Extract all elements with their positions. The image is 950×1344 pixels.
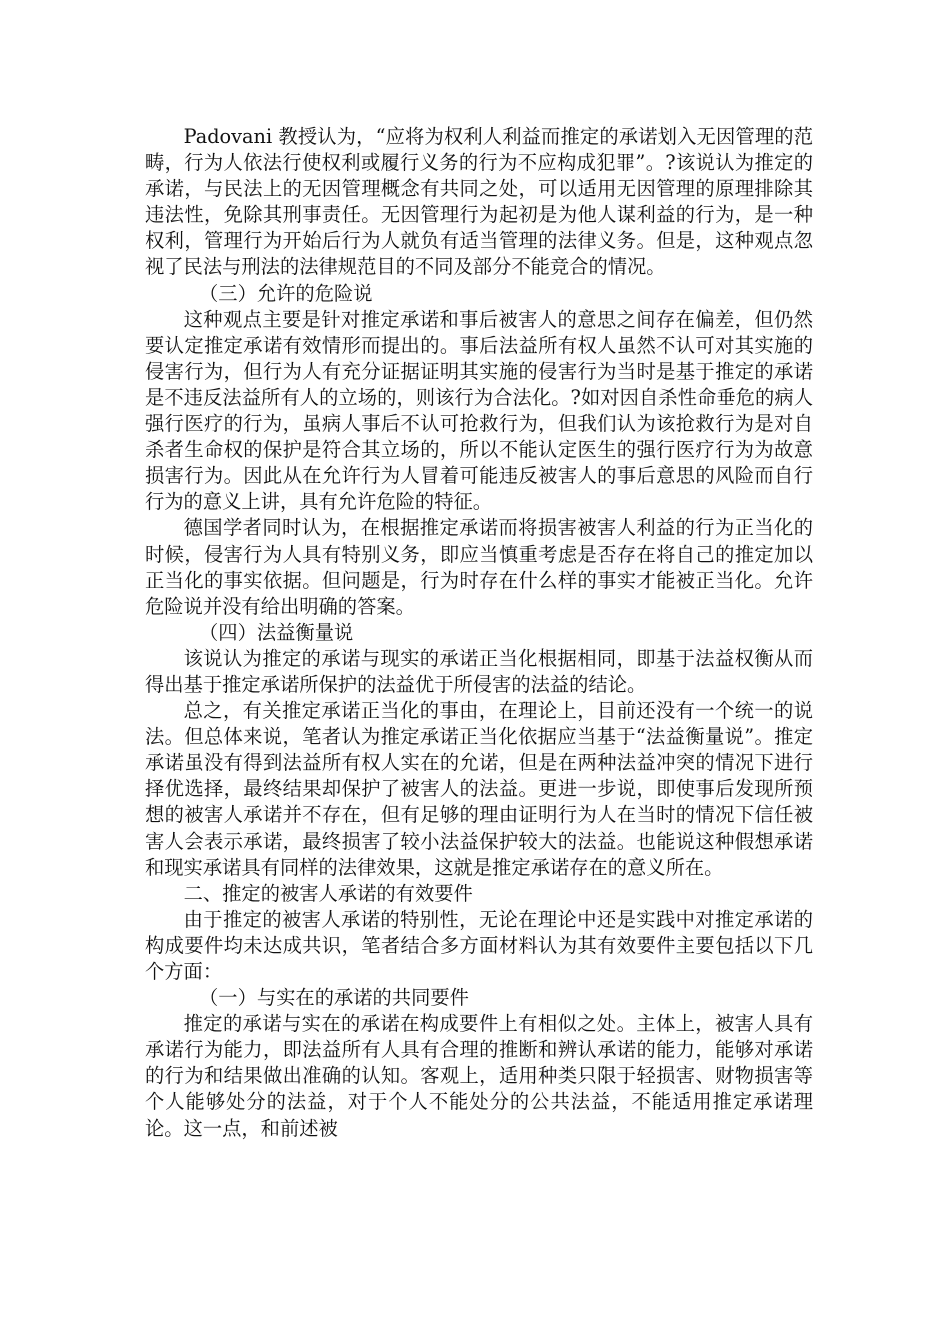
- paragraph-german-scholars: 德国学者同时认为，在根据推定承诺而将损害被害人利益的行为正当化的时候，侵害行为人具有特别义务，即应当慎重考虑是否存在将自己的推定加以正当化的事实依据。但问题是，行为时存在什么样的事实才能被正当化。允许危险说并没有给出明确的答案。: [145, 516, 813, 618]
- paragraph-interest-balancing: 该说认为推定的承诺与现实的承诺正当化根据相同，即基于法益权衡从而得出基于推定承诺所保护的法益优于所侵害的法益的结论。: [145, 646, 813, 696]
- paragraph-summary: 总之，有关推定承诺正当化的事由，在理论上，目前还没有一个统一的说法。但总体来说，笔者认为推定承诺正当化依据应当基于“法益衡量说”。推定承诺虽没有得到法益所有权人实在的允诺，但是在两种法益冲突的情况下进行择优选择，最终结果却保护了被害人的法益。更进一步说，即使事后发现所预想的被害人承诺并不存在，但有足够的理由证明行为人在当时的情况下信任被害人会表示承诺，最终损害了较小法益保护较大的法益。也能说这种假想承诺和现实承诺具有同样的法律效果，这就是推定承诺存在的意义所在。: [145, 699, 813, 879]
- subheading-common-requirements: （一）与实在的承诺的共同要件: [199, 986, 469, 1010]
- paragraph-requirements-intro: 由于推定的被害人承诺的特别性，无论在理论中还是实践中对推定承诺的构成要件均未达成共识，笔者结合多方面材料认为其有效要件主要包括以下几个方面：: [145, 907, 813, 983]
- section-heading-requirements: 二、推定的被害人承诺的有效要件: [183, 881, 473, 905]
- subheading-allowed-risk: （三）允许的危险说: [199, 281, 373, 305]
- subheading-interest-balancing: （四）法益衡量说: [199, 620, 354, 644]
- paragraph-allowed-risk-theory: 这种观点主要是针对推定承诺和事后被害人的意思之间存在偏差，但仍然要认定推定承诺有效情形而提出的。事后法益所有权人虽然不认可对其实施的侵害行为，但行为人有充分证据证明其实施的侵害行为当时是基于推定的承诺是不违反法益所有人的立场的，则该行为合法化。?如对因自杀性命垂危的病人强行医疗的行为，虽病人事后不认可抢救行为，但我们认为该抢救行为是对自杀者生命权的保护是符合其立场的，所以不能认定医生的强行医疗行为为故意损害行为。因此从在允许行为人冒着可能违反被害人的事后意思的风险而自行行为的意义上讲，具有允许危险的特征。: [145, 307, 813, 514]
- document-body: [145, 124, 813, 1142]
- paragraph-common-requirements: 推定的承诺与实在的承诺在构成要件上有相似之处。主体上，被害人具有承诺行为能力，即法益所有人具有合理的推断和辨认承诺的能力，能够对承诺的行为和结果做出准确的认知。客观上，适用种类只限于轻损害、财物损害等个人能够处分的法益，对于个人不能处分的公共法益，不能适用推定承诺理论。这一点，和前述被: [145, 1012, 813, 1140]
- paragraph-padovani: Padovani 教授认为，“应将为权利人利益而推定的承诺划入无因管理的范畴，行为人依法行使权利或履行义务的行为不应构成犯罪”。?该说认为推定的承诺，与民法上的无因管理概念有共同之处，可以适用无因管理的原理排除其违法性，免除其刑事责任。无因管理行为起初是为他人谋利益的行为，是一种权利，管理行为开始后行为人就负有适当管理的法律义务。但是，这种观点忽视了民法与刑法的法律规范目的不同及部分不能竞合的情况。: [145, 125, 813, 279]
